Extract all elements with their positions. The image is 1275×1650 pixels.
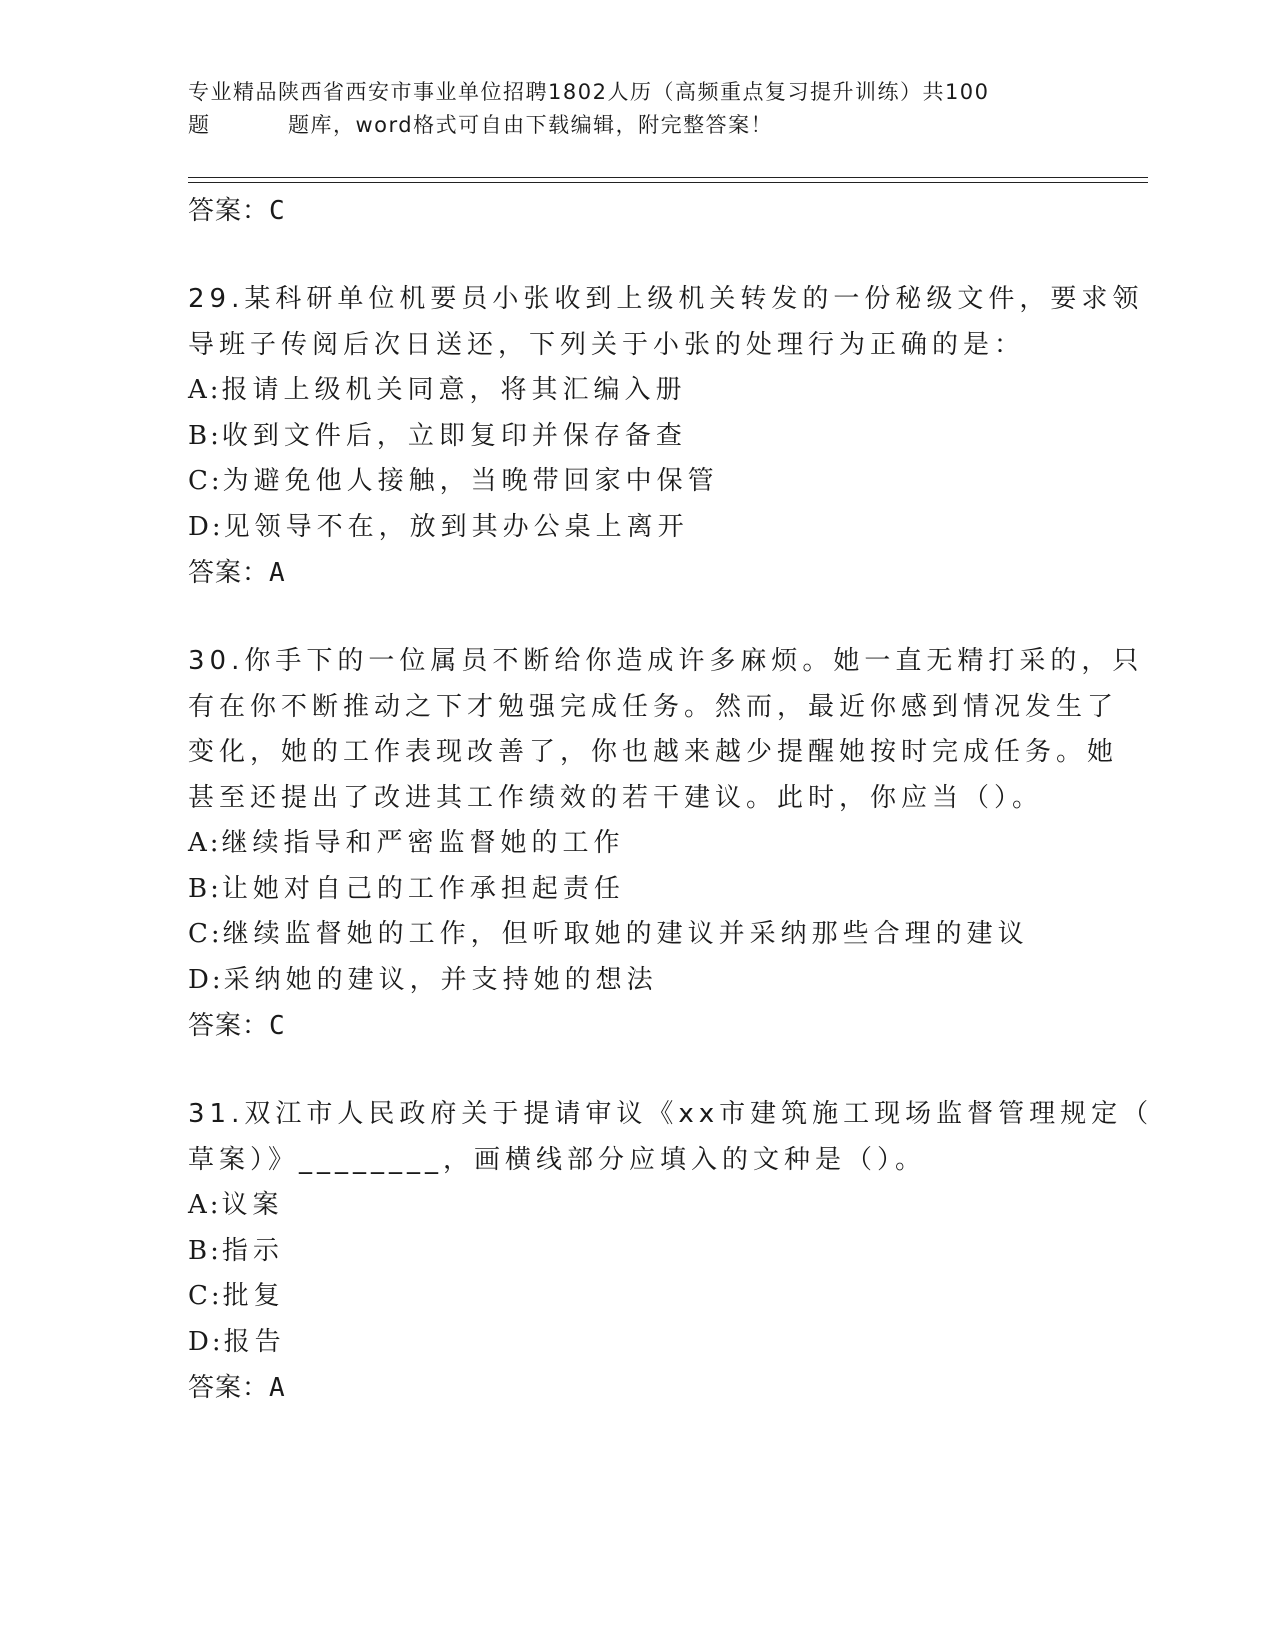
option-text: 报请上级机关同意，将其汇编入册 (221, 375, 687, 405)
question-text: 有在你不断推动之下才勉强完成任务。然而，最近你感到情况发生了 (188, 691, 1119, 722)
answer-value: C (269, 196, 286, 226)
answer-label: 答案： (188, 1373, 270, 1403)
answer-line (188, 1365, 1088, 1411)
option-key: B: (188, 420, 222, 451)
option-a (188, 1183, 1088, 1229)
option-key: D: (188, 1326, 224, 1357)
option-c (188, 1274, 1088, 1320)
option-a (188, 368, 1088, 414)
option-key: A: (188, 375, 222, 405)
option-key: D: (188, 964, 224, 995)
option-text: 采纳她的建议，并支持她的想法 (223, 964, 658, 995)
answer-value: A (269, 558, 286, 588)
header-line-2-text: 题库，word格式可自由下载编辑，附完整答案！ (288, 113, 774, 137)
option-b (188, 867, 1088, 913)
header-title-line-2 (188, 109, 1088, 142)
question-text: 甚至还提出了改进其工作绩效的若干建议。此时，你应当（）。 (188, 782, 1044, 813)
option-key: C: (188, 466, 223, 496)
option-a (188, 821, 1088, 867)
answer-label: 答案： (188, 558, 270, 588)
question-text: 30.你手下的一位属员不断给你造成许多麻烦。她一直无精打采的，只 (188, 646, 1144, 676)
option-key: B: (188, 1235, 222, 1266)
option-text: 为避免他人接触，当晚带回家中保管 (222, 466, 719, 496)
option-key: C: (188, 919, 223, 949)
option-d (188, 958, 1088, 1004)
question-text: 草案）》________，画横线部分应填入的文种是（）。 (188, 1144, 927, 1175)
header-line-2-lead: 题 (188, 113, 211, 137)
option-text: 继续监督她的工作，但听取她的建议并采纳那些合理的建议 (222, 919, 1029, 949)
question-text: 导班子传阅后次日送还，下列关于小张的处理行为正确的是： (188, 329, 1026, 360)
question-list (188, 188, 1154, 1411)
option-key: A: (188, 1190, 222, 1220)
option-text: 继续指导和严密监督她的工作 (221, 828, 625, 858)
question-text: 31.双江市人民政府关于提请审议《xx市建筑施工现场监督管理规定（ (188, 1099, 1154, 1129)
answer-line (188, 550, 1088, 596)
answer-label: 答案： (188, 1011, 270, 1041)
header-divider-top (188, 177, 1148, 178)
answer-label: 答案： (188, 196, 270, 226)
option-text: 指示 (221, 1235, 284, 1266)
option-text: 报告 (223, 1326, 286, 1357)
option-d (188, 1320, 1088, 1366)
question-block (188, 277, 1144, 596)
answer-value: A (269, 1373, 286, 1403)
option-b (188, 414, 1088, 460)
header-divider-bottom (188, 182, 1148, 183)
option-c (188, 912, 1088, 958)
question-block (188, 639, 1144, 1049)
question-block (188, 1092, 1154, 1411)
option-key: C: (188, 1281, 223, 1311)
option-key: B: (188, 873, 222, 904)
option-key: D: (188, 511, 224, 542)
option-text: 让她对自己的工作承担起责任 (221, 873, 625, 904)
answer-value: C (269, 1011, 286, 1041)
option-text: 见领导不在，放到其办公桌上离开 (223, 511, 689, 542)
option-c (188, 459, 1088, 505)
header-title-line-1: 专业精品陕西省西安市事业单位招聘1802人历（高频重点复习提升训练）共100 (188, 80, 990, 104)
option-b (188, 1229, 1088, 1275)
question-text: 29.某科研单位机要员小张收到上级机关转发的一份秘级文件，要求领 (188, 284, 1144, 314)
option-text: 收到文件后，立即复印并保存备查 (221, 420, 687, 451)
option-text: 批复 (222, 1281, 285, 1311)
page-header (188, 76, 1088, 142)
answer-line (188, 1003, 1088, 1049)
answer-line (188, 188, 1088, 234)
question-text: 变化，她的工作表现改善了，你也越来越少提醒她按时完成任务。她 (188, 737, 1119, 767)
option-text: 议案 (221, 1190, 284, 1220)
option-d (188, 505, 1088, 551)
option-key: A: (188, 828, 222, 858)
